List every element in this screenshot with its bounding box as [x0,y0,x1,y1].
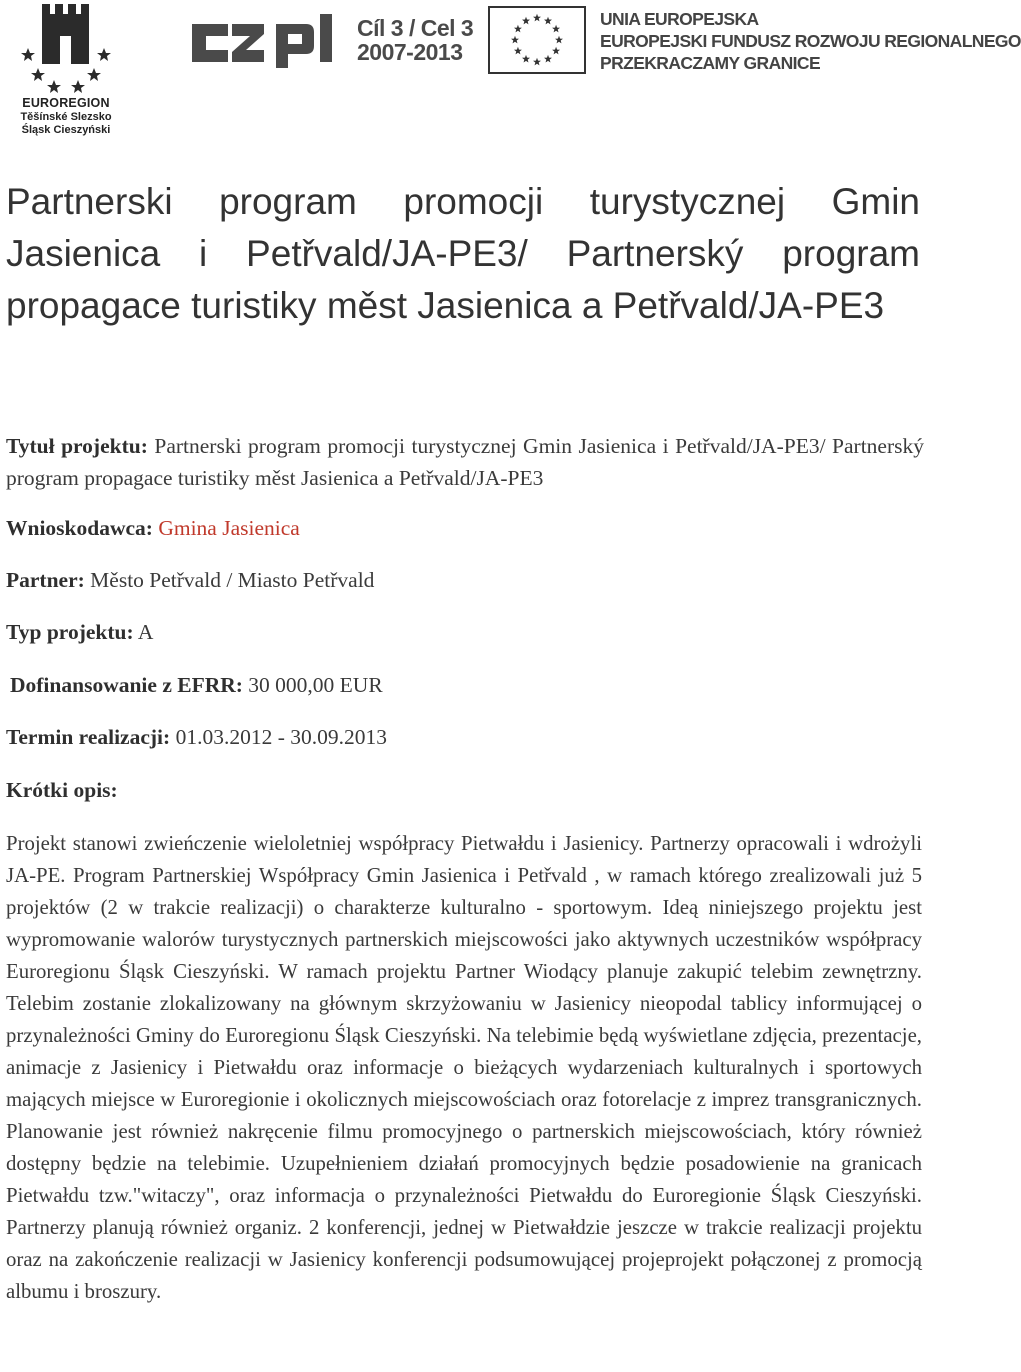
cil3-cel3-label: Cíl 3 / Cel 3 [357,15,474,41]
euroregion-logo [8,2,124,138]
eu-union-label: UNIA EUROPEJSKA [600,9,759,29]
logo-header [0,0,1021,140]
program-years-label: 2007-2013 [357,39,463,65]
funding-value: 30 000,00 EUR [248,673,383,697]
partner-label: Partner: [6,568,85,592]
eu-text [600,8,1021,74]
project-title-value: Partnerski program promocji turystycznej Gmin Jasienica i Petřvald/JA-PE3/ Partnerský program propagace turistiky měst Jasienica a Petřvald/JA-PE3 [6,434,924,490]
eu-logo [488,6,1021,76]
czpl-logo-icon [190,14,346,70]
euroregion-polish-name: Śląsk Cieszyński [21,124,111,136]
cil3-cel3-logo [357,15,474,68]
project-title-label: Tytuł projektu: [6,434,148,458]
eu-flag-icon [488,6,586,74]
short-description-label: Krótki opis: [6,778,118,802]
euroregion-name: EUROREGION [22,96,110,110]
castle-tower-icon [8,2,124,94]
applicant-label: Wnioskodawca: [6,516,153,540]
project-type-value: A [137,620,154,644]
timeline-field [6,725,387,750]
short-description-heading [6,778,118,803]
timeline-value: 01.03.2012 - 30.09.2013 [175,725,387,749]
euroregion-czech-name: Těšínské Slezsko [20,111,112,123]
eu-fund-label: EUROPEJSKI FUNDUSZ ROZWOJU REGIONALNEGO [600,31,1021,51]
funding-field [10,673,383,698]
project-type-field [6,620,153,645]
project-description: Projekt stanowi zwieńczenie wieloletniej współpracy Pietwałdu i Jasienicy. Partnerzy opracowali i wdrożyli JA-PE. Program Partnerskiej Współpracy Gmin Jasienica i Petřvald , w ramach którego zrealizowali już 5 projektów (2 w trakcie realizacji) o charakterze kulturalno - sportowym. Ideą niniejszego projektu jest wypromowanie walorów turystycznych partnerskich miejscowości jako aktywnych uczestników współpracy Euroregionu Śląsk Cieszyński. W ramach projektu Partner Wiodący planuje zakupić telebim zewnętrzny. Telebim zostanie zlokalizowany na głównym skrzyżowaniu w Jasienicy nieopodal tablicy informującej o przynależności Gminy do Euroregionu Śląsk Cieszyński. Na telebimie będą wyświetlane zdjęcia, prezentacje, animacje z Jasienicy i Pietwałdu oraz informacje o bieżących wydarzeniach kulturalnych i sportowych mających miejsce w Euroregionie i okolicznych miejscowościach oraz fotorelacje z imprez transgranicznych. Planowanie jest również nakręcenie filmu promocyjnego o partnerskich miejscowościach, który również dostępny będzie na telebimie. Uzupełnieniem działań promocyjnych będzie posadowienie na granicach Pietwałdu tzw."witaczy", oraz informacja o przynależności Pietwałdu do Euroregionie Śląsk Cieszyński. Partnerzy planują również organiz. 2 konferencji, jednej w Pietwałdzie jeszcze w trakcie realizacji projektu oraz na zakończenie realizacji w Jasienicy konferencji podsumowującej projeprojekt połączonej z promocją albumu i broszury. [6,832,922,1303]
eu-slogan-label: PRZEKRACZAMY GRANICE [600,53,821,73]
document-title: Partnerski program promocji turystycznej Gmin Jasienica i Petřvald/JA-PE3/ Partnerský program propagace turistiky měst Jasienica a Petřvald/JA-PE3 [6,181,920,326]
czpl-logo [190,14,346,70]
project-title-field [6,430,924,494]
funding-label: Dofinansowanie z EFRR: [10,673,243,697]
partner-field [6,568,374,593]
applicant-value: Gmina Jasienica [158,516,300,540]
project-type-label: Typ projektu: [6,620,134,644]
timeline-label: Termin realizacji: [6,725,171,749]
partner-value: Město Petřvald / Miasto Petřvald [90,568,375,592]
applicant-field [6,516,300,541]
